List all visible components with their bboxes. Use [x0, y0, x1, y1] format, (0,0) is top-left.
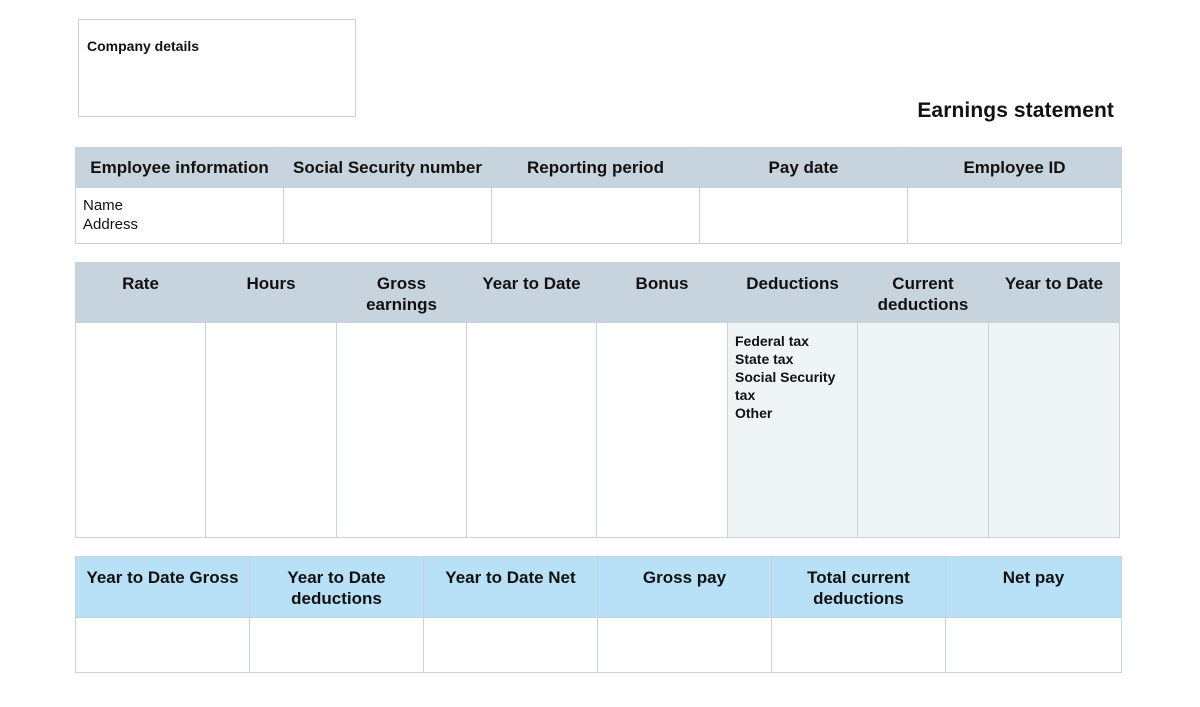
earnings-header-row: [76, 263, 1120, 323]
header-pay-date: Pay date: [700, 148, 908, 188]
summary-table: [75, 556, 1122, 673]
deductions-list-cell: [728, 323, 858, 538]
header-social-security-number: Social Security number: [284, 148, 492, 188]
hours-cell[interactable]: [206, 323, 337, 538]
year-to-date-gross-cell[interactable]: [76, 618, 250, 673]
header-deductions: Deductions: [728, 263, 858, 323]
deduction-state-tax: State tax: [735, 351, 794, 367]
header-bonus: Bonus: [597, 263, 728, 323]
header-year-to-date-deductions: Year to Date: [989, 263, 1120, 323]
employee-id-cell[interactable]: [908, 188, 1122, 244]
header-year-to-date-deductions-summary: Year to Date deductions: [250, 557, 424, 618]
header-employee-id: Employee ID: [908, 148, 1122, 188]
employee-name-label: Name: [83, 197, 124, 214]
employee-information-cell[interactable]: [76, 188, 284, 244]
net-pay-cell[interactable]: [946, 618, 1122, 673]
header-net-pay: Net pay: [946, 557, 1122, 618]
employee-address-label: Address: [83, 216, 139, 233]
company-details-label: Company details: [87, 38, 200, 54]
header-year-to-date: Year to Date: [467, 263, 597, 323]
header-total-current-deductions: Total current deductions: [772, 557, 946, 618]
rate-cell[interactable]: [76, 323, 206, 538]
reporting-period-cell[interactable]: [492, 188, 700, 244]
social-security-number-cell[interactable]: [284, 188, 492, 244]
gross-pay-cell[interactable]: [598, 618, 772, 673]
header-hours: Hours: [206, 263, 337, 323]
bonus-cell[interactable]: [597, 323, 728, 538]
pay-date-cell[interactable]: [700, 188, 908, 244]
header-year-to-date-net: Year to Date Net: [424, 557, 598, 618]
header-current-deductions: Current deductions: [858, 263, 989, 323]
total-current-deductions-cell[interactable]: [772, 618, 946, 673]
year-to-date-net-cell[interactable]: [424, 618, 598, 673]
summary-data-row: [76, 618, 1122, 673]
employee-header-row: [76, 148, 1122, 188]
deduction-federal-tax: Federal tax: [735, 333, 809, 349]
header-reporting-period: Reporting period: [492, 148, 700, 188]
current-deductions-cell[interactable]: [858, 323, 989, 538]
header-employee-information: Employee information: [76, 148, 284, 188]
deduction-social-security-tax: Social Security tax: [735, 369, 836, 403]
employee-data-row: [76, 188, 1122, 244]
year-to-date-cell[interactable]: [467, 323, 597, 538]
summary-header-row: [76, 557, 1122, 618]
statement-title: Earnings statement: [917, 99, 1114, 122]
header-rate: Rate: [76, 263, 206, 323]
header-year-to-date-gross: Year to Date Gross: [76, 557, 250, 618]
company-details-box: [78, 19, 356, 117]
gross-earnings-cell[interactable]: [337, 323, 467, 538]
header-gross-earnings: Gross earnings: [337, 263, 467, 323]
header-gross-pay: Gross pay: [598, 557, 772, 618]
year-to-date-deductions-summary-cell[interactable]: [250, 618, 424, 673]
year-to-date-deductions-cell[interactable]: [989, 323, 1120, 538]
employee-info-table: [75, 147, 1122, 244]
earnings-table: [75, 262, 1120, 538]
earnings-data-row: [76, 323, 1120, 538]
deduction-other: Other: [735, 405, 773, 421]
